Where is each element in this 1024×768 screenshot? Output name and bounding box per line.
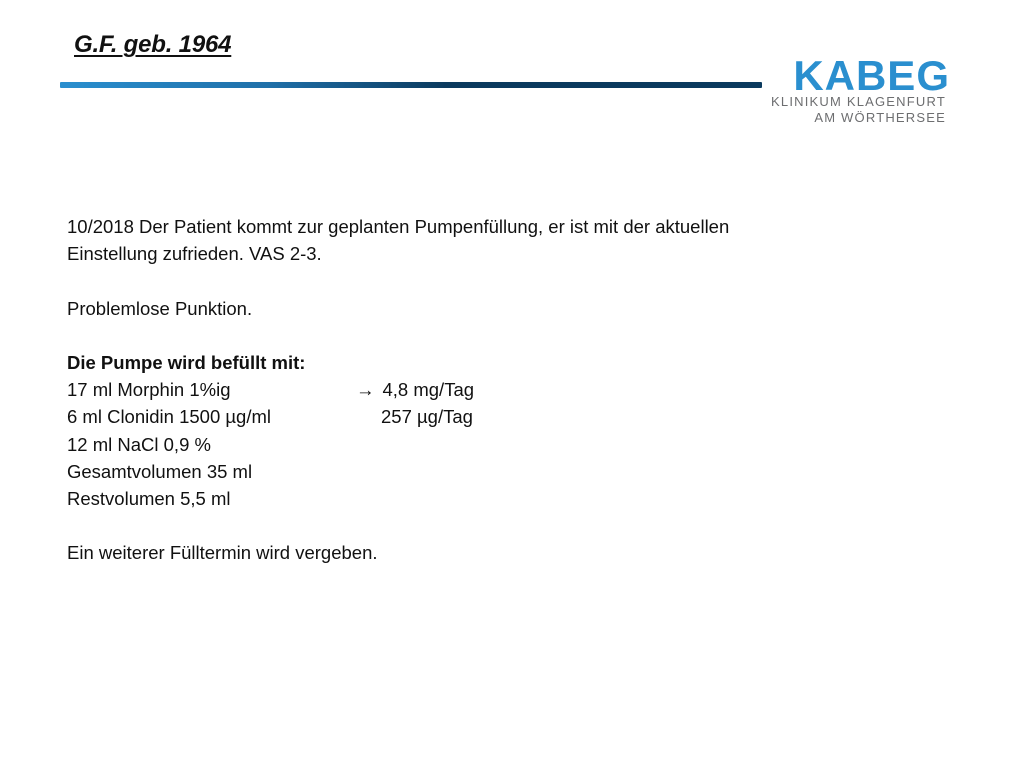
dose-daily-value: 4,8 mg/Tag <box>382 379 475 401</box>
puncture-note: Problemlose Punktion. <box>67 297 253 319</box>
dose-row-morphine <box>67 376 927 403</box>
spacer <box>67 267 927 294</box>
header-divider <box>60 82 762 88</box>
nacl-dose: 12 ml NaCl 0,9 % <box>67 433 211 455</box>
fill-heading: Die Pumpe wird befüllt mit: <box>67 351 306 373</box>
dose-substance: 6 ml Clonidin 1500 µg/ml <box>67 406 271 428</box>
total-volume: Gesamtvolumen 35 ml <box>67 460 253 482</box>
right-arrow-icon: → <box>356 379 375 401</box>
logo-subtitle-clinic: KLINIKUM KLAGENFURT <box>771 94 946 109</box>
clinical-note <box>67 213 927 567</box>
intro-text-line-1: 10/2018 Der Patient kommt zur geplanten Pumpenfüllung, er ist mit der aktuellen <box>67 216 730 237</box>
dose-row-clonidine <box>67 403 927 430</box>
intro-text-line-2: Einstellung zufrieden. VAS 2-3. <box>67 243 322 265</box>
kabeg-wordmark <box>752 54 952 94</box>
rest-volume: Restvolumen 5,5 ml <box>67 487 231 509</box>
spacer <box>67 322 927 349</box>
kabeg-wordmark-text: KABEG <box>793 54 950 94</box>
logo-subtitle-location: AM WÖRTHERSEE <box>814 110 946 125</box>
spacer <box>67 512 927 539</box>
dose-daily-value: 257 µg/Tag <box>381 406 473 428</box>
next-appointment-note: Ein weiterer Fülltermin wird vergeben. <box>67 542 378 564</box>
dose-substance: 17 ml Morphin 1%ig <box>67 379 231 401</box>
dose-daily <box>356 376 474 403</box>
page-title: G.F. geb. 1964 <box>74 31 232 58</box>
kabeg-logo <box>752 50 952 130</box>
